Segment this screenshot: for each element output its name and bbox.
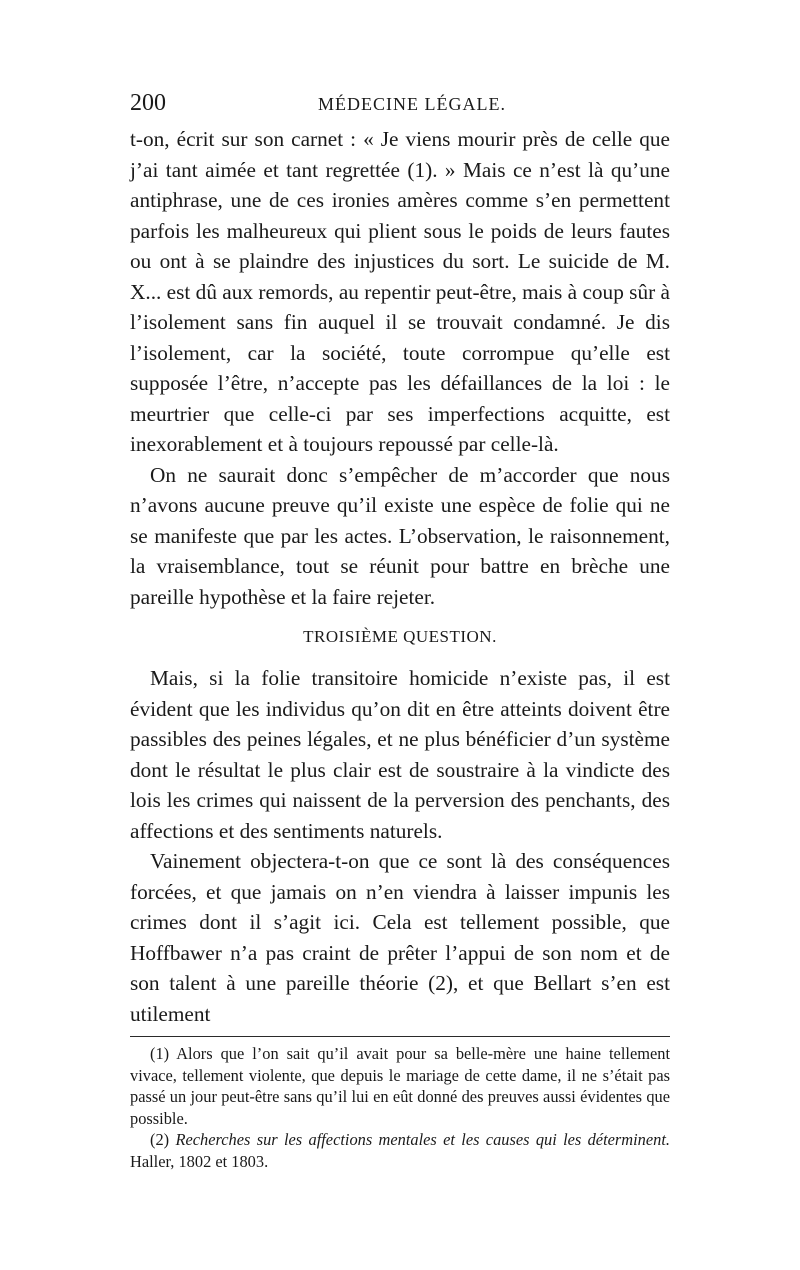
body-paragraph-continued: t-on, écrit sur son carnet : « Je viens mourir près de celle que j’ai tant aimée et tant regrettée (1). » Mais ce n’est là qu’une antiphrase, une de ces ironies amères comme s’en permettent parfois les malheureux qui plient sous le poids de leurs fautes ou ont à se plaindre des injustices du sort. Le suicide de M. X... est dû aux remords, au repentir peut-être, mais à coup sûr à l’isolement sans fin auquel il se trouvait condamné. Je dis l’isolement, car la société, toute corrompue qu’elle est supposée l’être, n’accepte pas les défaillances de la loi : le meurtrier que celle-ci par ses imperfections acquitte, est inexorablement et à toujours repoussé par celle-là. xyxy=(130,127,670,456)
section-heading: TROISIÈME QUESTION. xyxy=(303,627,497,646)
running-title: MÉDECINE LÉGALE. xyxy=(318,94,506,114)
book-page xyxy=(130,90,670,1173)
footnote-2 xyxy=(130,1129,670,1172)
body-paragraph: On ne saurait donc s’empêcher de m’accorder que nous n’avons aucune preuve qu’il existe une espèce de folie qui ne se manifeste que par les actes. L’observation, le raisonnement, la vraisemblance, tout se réunit pour battre en brèche une pareille hypothèse et la faire rejeter. xyxy=(130,462,670,609)
section-paragraph: Mais, si la folie transitoire homicide n’existe pas, il est évident que les individus qu’on dit en être atteints doivent être passibles des peines légales, et ne plus bénéficier d’un système dont le résultat le plus clair est de soustraire à la vindicte des lois les crimes qui naissent de la perversion des penchants, des affections et des sentiments naturels. xyxy=(130,666,670,843)
footnote-divider xyxy=(130,1036,670,1037)
footnote-2-title: Recherches sur les affections mentales et les causes qui les déterminent. xyxy=(175,1130,670,1150)
page-number: 200 xyxy=(130,90,166,116)
footnote-1: (1) Alors que l’on sait qu’il avait pour sa belle-mère une haine tellement vivace, tellement violente, que depuis le mariage de cette dame, il ne s’était pas passé un jour peut-être sans qu’il lui en eût donné des preuves aussi évidentes que possible. xyxy=(130,1044,670,1128)
running-head xyxy=(130,90,670,124)
footnote-2-marker: (2) xyxy=(150,1130,170,1150)
section-paragraph: Vainement objectera-t-on que ce sont là des conséquences forcées, et que jamais on n’en viendra à laisser impunis les crimes dont il s’agit ici. Cela est tellement possible, que Hoffbawer n’a pas craint de prêter l’appui de son nom et de son talent à une pareille théorie (2), et que Bellart s’en est utilement xyxy=(130,849,670,1026)
footnote-2-publication: Haller, 1802 et 1803. xyxy=(130,1151,269,1171)
